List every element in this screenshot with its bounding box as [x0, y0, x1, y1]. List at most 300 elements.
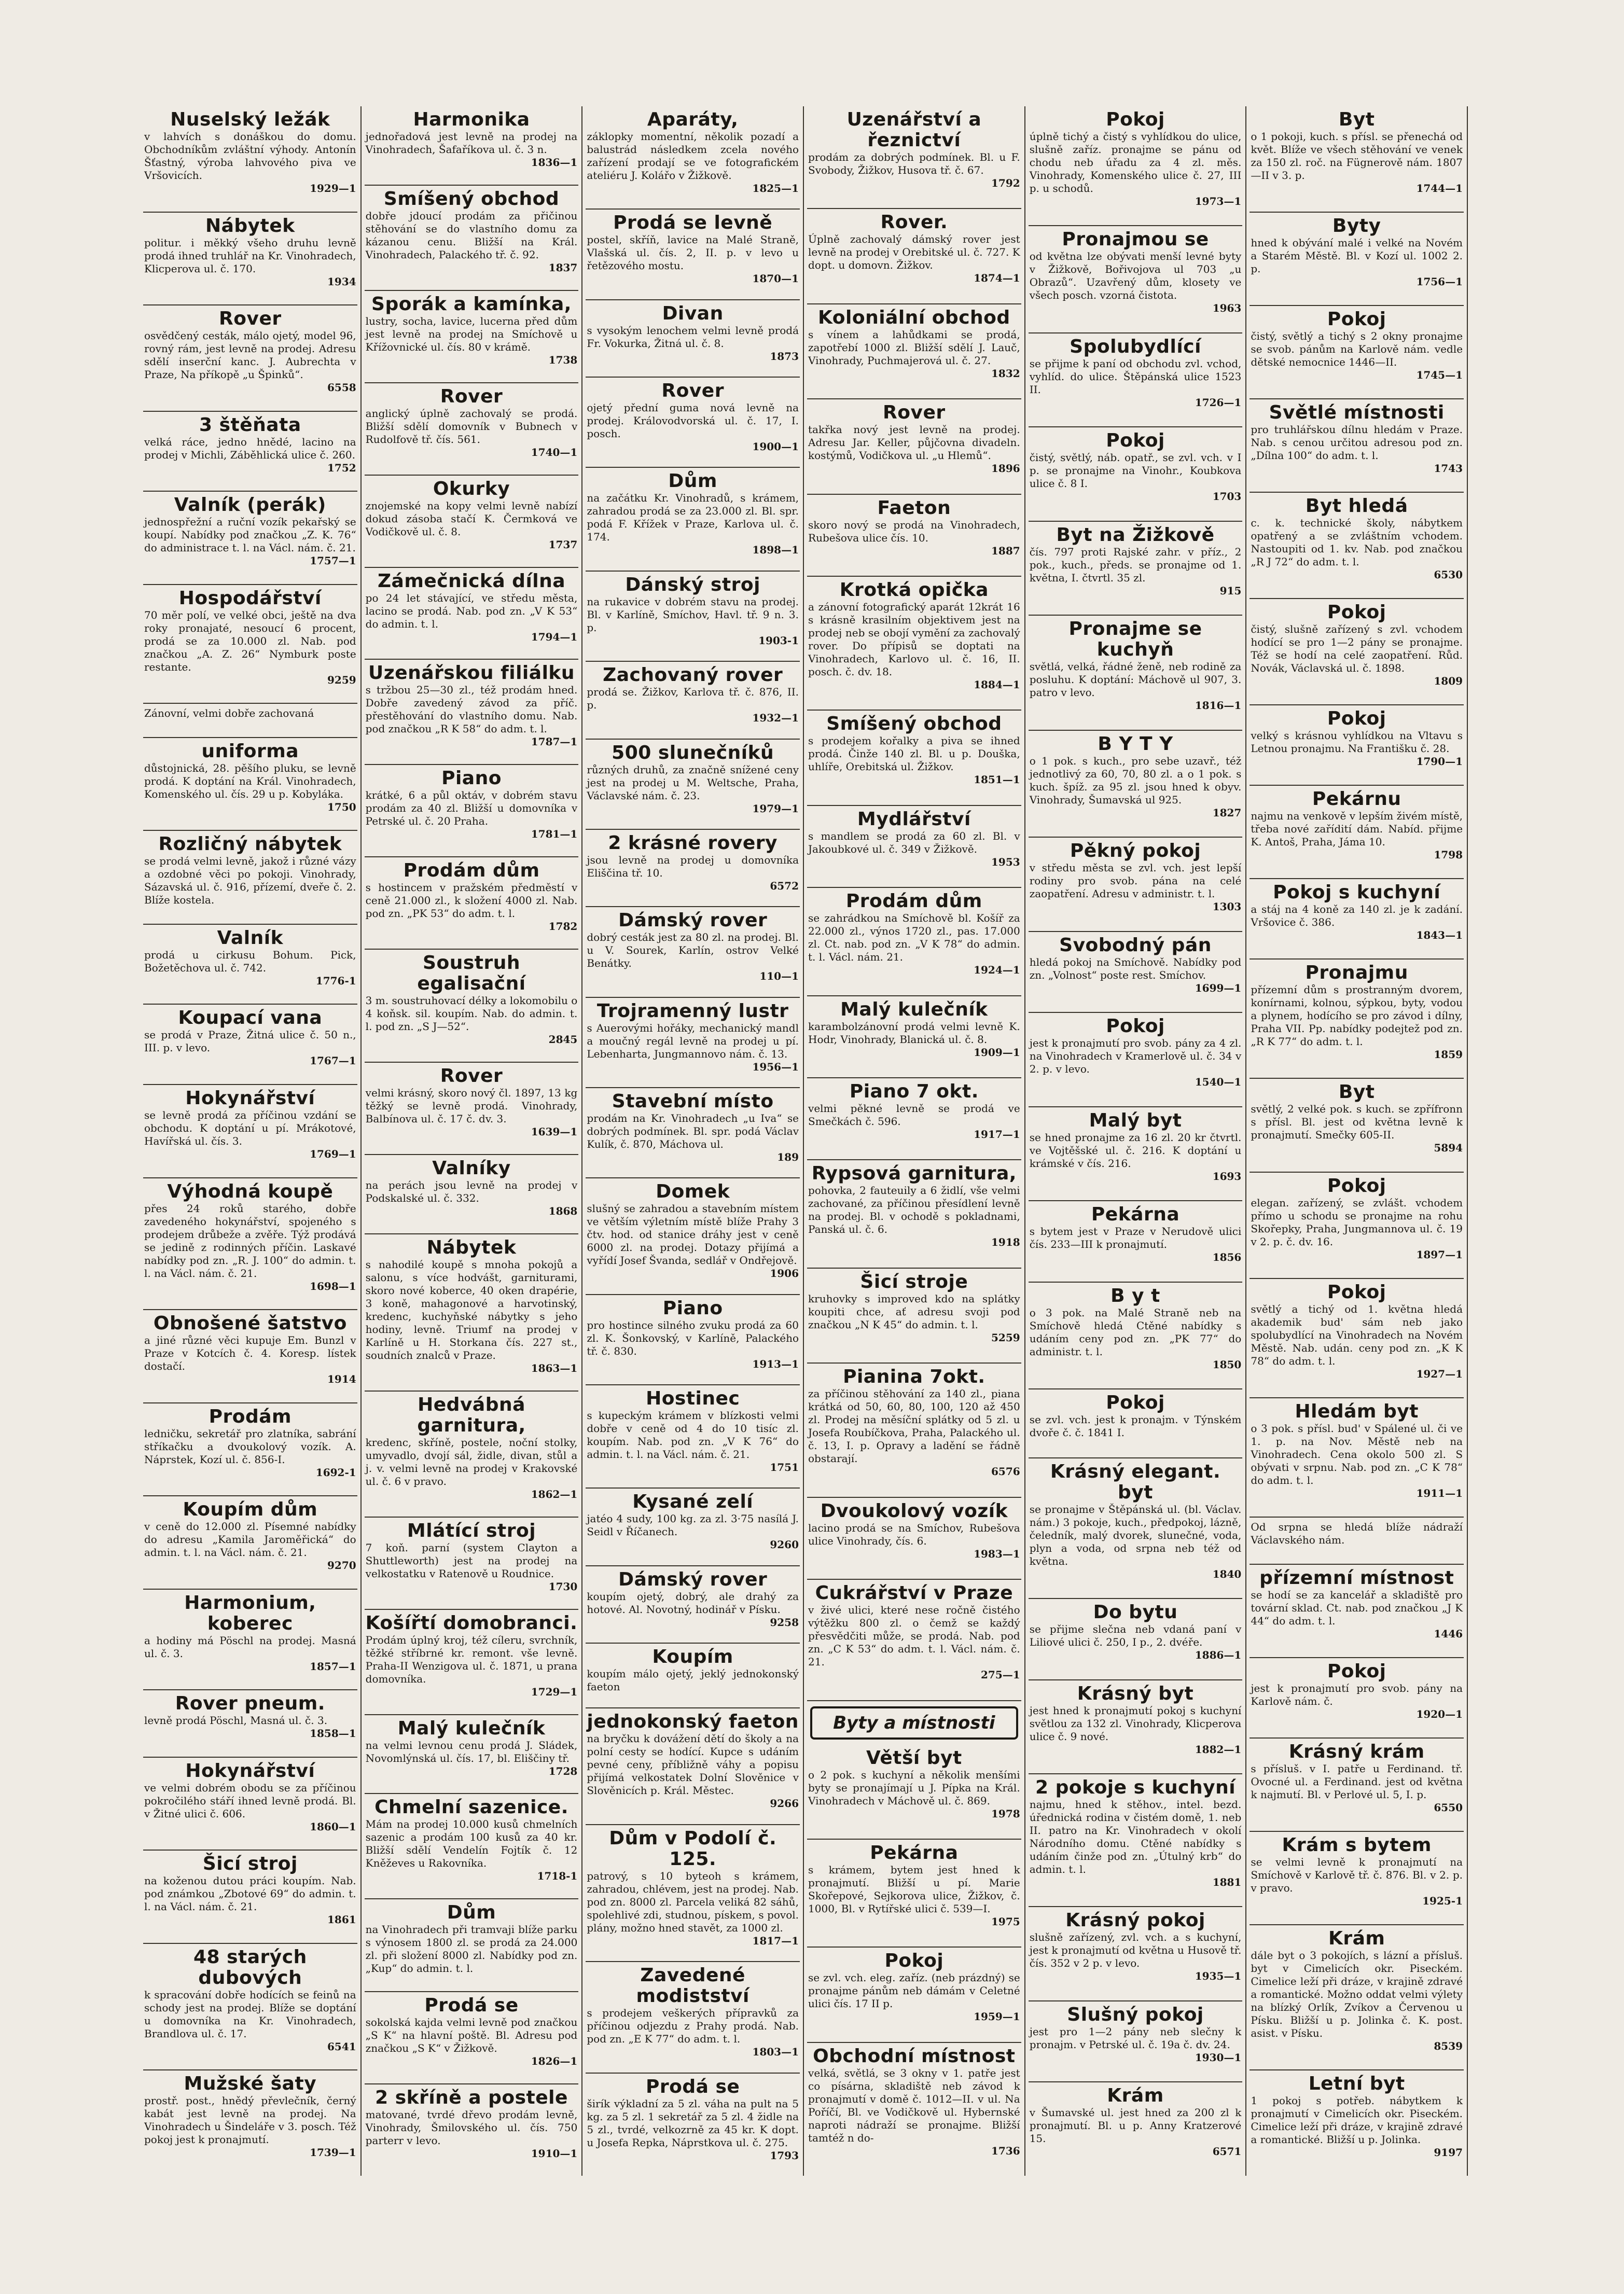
ad-title: Mlátící stroj	[407, 1520, 536, 1541]
ad-title: Malý byt	[1089, 1109, 1182, 1131]
classified-ad	[586, 2074, 800, 2176]
ad-text: a stáj na 4 koně za 140 zl. je k zadání. Vršovice č. 386.	[1251, 903, 1463, 929]
classified-ad	[807, 1078, 1021, 1160]
ad-title: Piano	[662, 1297, 723, 1319]
ad-text: jest k pronajmutí pro svob. pány za 4 zl. na Vinohradech v Kramerlově ul. č. 34 v 2. p. v levo.	[1029, 1037, 1242, 1076]
ad-reference-number: 1851—1	[974, 773, 1020, 786]
ad-title: Krám s bytem	[1282, 1834, 1432, 1856]
ad-title: Pokoj	[1327, 309, 1386, 330]
ad-reference-number: 1935—1	[1195, 1970, 1242, 1983]
ad-text: v lahvích s donáškou do domu. Obchodníkům zvláštní výhody. Antonín Šťastný, výroba lahvového piva ve Vršovicích.	[144, 130, 356, 182]
classified-ad	[365, 1610, 579, 1715]
ad-reference-number: 1736	[991, 2144, 1020, 2157]
classified-ad	[586, 106, 800, 210]
classified-ad	[586, 740, 800, 830]
ad-text: najmu, hned k stěhov., intel. bezd. úřednická rodina v čistém domě, 1. neb II. patro na Kr. Vinohradech v okolí Národního domu. Ctěné nabídky s udáním činže pod zn. „Útulný krb“ do admin. t. l.	[1029, 1798, 1242, 1875]
ad-text: ojetý přední guma nová levně na prodej. Královodvorská ul. č. 17, I. posch.	[587, 401, 799, 440]
ad-reference-number: 6571	[1212, 2145, 1242, 2158]
ad-reference-number: 1803—1	[752, 2046, 799, 2059]
ad-reference-number: 1963	[1212, 302, 1242, 315]
classified-ad	[1029, 838, 1243, 931]
ad-reference-number: 1692-1	[315, 1466, 356, 1479]
classified-ad	[143, 738, 357, 831]
classified-ad	[365, 2084, 579, 2176]
ad-title: Pronajmou se	[1062, 229, 1209, 251]
ad-text: prodá se. Žižkov, Karlova tř. č. 876, II. p.	[587, 686, 799, 712]
classified-ad	[365, 1392, 579, 1518]
classified-ad	[1250, 1518, 1464, 1565]
ad-text: přes 24 roků starého, dobře zavedeného hokynářství, spojeného s prodejem drůbeže a zvěře. Týž prodává se jedině z rodinných příčin. Laskavé nabídky pod zn. „R. J. 100“ do admin. t. l. na Václ. nám. č. 21.	[144, 1202, 356, 1280]
ad-title: Zámečnická dílna	[377, 570, 566, 592]
classified-ad	[143, 585, 357, 704]
ad-text: lustry, socha, lavice, lucerna před dům jest levně na prodej na Smíchově u Křížovnické ul. čís. 80 v krámě.	[365, 314, 578, 353]
ad-title: přízemní místnost	[1259, 1567, 1454, 1589]
classified-ad	[365, 476, 579, 568]
ad-title: B Y T Y	[1098, 733, 1173, 755]
classified-ad	[143, 1310, 357, 1403]
ad-text: pro truhlářskou dílnu hledám v Praze. Nab. s cenou určitou adresou pod zn. „Dílna 100“ do adm. t. l.	[1251, 423, 1463, 462]
ad-title: Domek	[656, 1181, 730, 1203]
ad-reference-number: 6550	[1434, 1801, 1463, 1814]
ad-title: Valník	[217, 927, 284, 949]
classified-ad	[586, 1566, 800, 1644]
ad-text: s vínem a lahůdkami se prodá, zapotřebí 1000 zl. Bližší sdělí J. Lauč, Vinohrady, Puchmajerová ul. č. 27.	[808, 328, 1020, 367]
ad-title: Rover pneum.	[175, 1693, 325, 1715]
ad-title: Uzenářství a řeznictví	[846, 109, 982, 151]
ad-title: Koloniální obchod	[818, 307, 1010, 328]
ad-text: velmi pěkné levně se prodá ve Smečkách č. 596.	[808, 1102, 1020, 1128]
ad-title: Prodám dům	[845, 891, 982, 912]
ad-title: Dánský stroj	[625, 574, 760, 595]
newspaper-page	[140, 106, 1468, 2176]
ad-reference-number: 1739—1	[310, 2146, 356, 2159]
ad-reference-number: 6558	[327, 381, 356, 394]
ad-title: Pokoj s kuchyní	[1273, 882, 1441, 903]
ad-text: o 3 pok. na Malé Straně neb na Smíchově hledá Ctěné nabídky s udáním ceny pod zn. „PK 77“ do administr. t. l.	[1029, 1306, 1242, 1358]
ad-reference-number: 1882—1	[1195, 1743, 1242, 1756]
classified-ad	[1250, 306, 1464, 399]
ad-title: Zachovaný rover	[603, 664, 783, 686]
ad-reference-number: 1751	[770, 1461, 799, 1474]
classified-ad	[807, 106, 1021, 209]
classified-ad	[365, 1715, 579, 1795]
classified-ad	[143, 492, 357, 585]
ad-title: Hospodářství	[178, 587, 322, 609]
ad-text: o 1 pok. s kuch., pro sebe uzavř., též jednotlivý za 60, 70, 80 zl. a o 1 pok. s kuch. špíž. za 95 zl. jsou hned k obyv. Vinohrady, Šumavská ul 925.	[1029, 754, 1242, 806]
ad-reference-number: 9259	[327, 673, 356, 686]
classified-ad	[586, 378, 800, 468]
ad-text: k spracování dobře hodících se feinů na schody jest na prodej. Blíže se doptání u domovníka na Kr. Vinohradech, Brandlova ul. č. 17.	[144, 1988, 356, 2040]
ad-reference-number: 9197	[1434, 2146, 1463, 2159]
ad-reference-number: 1776-1	[315, 974, 356, 987]
classified-ad	[1250, 399, 1464, 493]
ad-column	[1245, 106, 1468, 2176]
ad-text: s hostincem v pražském předměstí v ceně 21.000 zl., k složení 4000 zl. Nab. pod zn. „PK 53“ do adm. t. l.	[365, 881, 578, 920]
ad-title: Pokoj	[1106, 1016, 1165, 1037]
ad-reference-number: 1718-1	[537, 1870, 578, 1883]
ad-reference-number: 6576	[991, 1465, 1020, 1478]
classified-ad	[365, 765, 579, 857]
ad-reference-number: 1782	[548, 920, 578, 933]
classified-ad	[1250, 106, 1464, 213]
ad-text: koupím ojetý, dobrý, ale drahý za hotové. Al. Novotný, hodinář v Písku.	[587, 1590, 799, 1616]
ad-title: Krám	[1328, 1927, 1385, 1949]
ad-reference-number: 1925-1	[1422, 1894, 1463, 1907]
classified-ad	[1029, 106, 1243, 226]
ad-reference-number: 1929—1	[310, 182, 356, 194]
ad-reference-number: 9260	[770, 1538, 799, 1551]
classified-ad	[143, 1944, 357, 2071]
ad-text: na perách jsou levně na prodej v Podskalské ul. č. 332.	[365, 1178, 578, 1204]
classified-ad	[1029, 333, 1243, 427]
classified-ad	[1029, 2082, 1243, 2175]
ad-reference-number: 1913—1	[752, 1357, 799, 1370]
ad-title: Harmonium, koberec	[184, 1592, 316, 1634]
ad-reference-number: 1859	[1434, 1048, 1463, 1061]
classified-ad	[143, 305, 357, 412]
classified-ad	[1029, 226, 1243, 333]
ad-text: prodám za dobrých podmínek. Bl. u F. Svobody, Žižkov, Husova tř. č. 67.	[808, 151, 1020, 176]
ad-title: Výhodná koupě	[167, 1180, 334, 1202]
classified-ad	[586, 468, 800, 571]
ad-text: s krámem, bytem jest hned k pronajmutí. Bližší u pí. Marie Skořepové, Sejkorova ulice, Žižkov, č. 1000, Bl. v Rytířské ulici č. 539—I.	[808, 1863, 1020, 1915]
ad-text: jednospřežní a ruční vozík pekařský se koupí. Nabídky pod značkou „Z. K. 76“ do administrace t. l. na Václ. nám. č. 21.	[144, 516, 356, 554]
ad-reference-number: 1798	[1434, 849, 1463, 861]
ad-text: dále byt o 3 pokojích, s lázní a přísluš. byt v Cimelicích okr. Piseckém. Cimelice leží při dráze, v krajině zdravé a romantické. Možno oddat velmi výlety na blízký Orlík, Zvíkov a Červenou u Písku. Bližší u p. Jolinka č. K. post. asist. v Písku.	[1251, 1949, 1463, 2039]
ad-text: jest pro 1—2 pány neb slečny k pronajm. v Petrské ul. č. 19a č. dv. 24.	[1029, 2025, 1242, 2051]
ad-title: Šicí stroj	[202, 1853, 298, 1875]
ad-title: Prodám dům	[403, 860, 540, 882]
classified-ad	[365, 1992, 579, 2084]
ad-text: důstojnická, 28. pěšího pluku, se levně prodá. K doptání na Král. Vinohradech, Komenského ul. čís. 29 u p. Kobyláka.	[144, 761, 356, 800]
ad-title: Koupací vana	[178, 1007, 323, 1029]
ad-text: osvědčený cesták, málo ojetý, model 96, rovný rám, jest levně na prodej. Adresu sdělí inserční kanc. J. Aubrechta v Praze, Na příkopě „u Špinků“.	[144, 329, 356, 381]
ad-reference-number: 1743	[1434, 462, 1463, 475]
ad-title: Rover	[661, 380, 724, 402]
ad-reference-number: 1978	[991, 1807, 1020, 1820]
ad-text: světlý, 2 velké pok. s kuch. se zpřífronn s přísl. Bl. jest od května levně k pronajmutí. Smečky 605-II.	[1251, 1103, 1463, 1142]
classified-ad	[807, 1364, 1021, 1497]
ad-reference-number: 1837	[548, 261, 578, 274]
ad-reference-number: 1953	[991, 855, 1020, 868]
ad-title: Smíšený obchod	[826, 713, 1002, 735]
ad-reference-number: 1860—1	[310, 1820, 356, 1833]
ad-title: Mužské šaty	[184, 2073, 317, 2095]
ad-text: s vysokým lenochem velmi levně prodá Fr. Vokurka, Žitná ul. č. 8.	[587, 324, 799, 350]
ad-text: za příčinou stěhování za 140 zl., piana krátká od 50, 60, 80, 100, 120 až 450 zl. Prodej na měsíční splátky od 5 zl. u Josefa Roubíčkova, Praha, Palackého ul. č. 13, I. p. Opravy a ladění se řádně obstarají.	[808, 1387, 1020, 1465]
ad-reference-number: 1699—1	[1195, 981, 1242, 994]
ad-text: s bytem jest v Praze v Nerudově ulici čís. 233—III k pronajmutí.	[1029, 1225, 1242, 1251]
ad-title: Smíšený obchod	[383, 188, 560, 210]
ad-text: takřka nový jest levně na prodej. Adresu Jar. Keller, půjčovna divadeln. kostýmů, Vodičkova ul. „u Hlemů“.	[808, 423, 1020, 462]
ad-title: Letní byt	[1308, 2073, 1405, 2094]
ad-reference-number: 1924—1	[974, 964, 1020, 977]
ad-text: velký s krásnou vyhlídkou na Vltavu s Letnou pronajmu. Na Františku č. 28.	[1251, 729, 1463, 755]
ad-text: se zvl. vch. eleg. zaříz. (neb prázdný) se pronajme pánům neb dámám v Celetné ulici čís. 17 II p.	[808, 1971, 1020, 2010]
ad-title: Pěkný pokoj	[1070, 840, 1201, 862]
ad-title: Prodá se levně	[613, 212, 773, 234]
classified-ad	[365, 186, 579, 291]
classified-ad	[586, 662, 800, 739]
ad-text: 7 koň. parní (system Clayton a Shuttleworth) jest na prodej na velkostatku v Ratenově u Roudnice.	[365, 1541, 578, 1580]
ad-title: Rover.	[880, 212, 948, 233]
ad-text: po 24 let stávající, ve středu města, lacino se prodá. Nab. pod zn. „V K 53“ do admin. t. l.	[365, 591, 578, 630]
ad-text: dobrý cesták jest za 80 zl. na prodej. Bl. u V. Sourek, Karlín, ostrov Velké Benátky.	[587, 931, 799, 970]
ad-reference-number: 1781—1	[531, 828, 578, 841]
ad-reference-number: 1983—1	[974, 1547, 1020, 1560]
ad-title: Svobodný pán	[1059, 934, 1212, 956]
classified-ad	[586, 830, 800, 907]
classified-ad	[807, 495, 1021, 577]
classified-ad	[365, 1063, 579, 1155]
ad-text: o 2 pok. s kuchyní a několik menšími byty se pronajímají u J. Pípka na Král. Vinohradech v Máchově ul. č. 869.	[808, 1768, 1020, 1807]
classified-ad	[143, 1085, 357, 1178]
classified-ad	[365, 1155, 579, 1234]
ad-text: čistý, světlý, náb. opatř., se zvl. vch. v I p. se pronajme na Vinohr., Koubkova ulice č. 8 I.	[1029, 451, 1242, 490]
ad-title: Malý kulečník	[397, 1717, 546, 1739]
ad-title: Větší byt	[866, 1747, 962, 1769]
ad-title: Prodá se	[424, 1995, 519, 2017]
ad-reference-number: 1932—1	[752, 712, 799, 725]
ad-title: Slušný pokoj	[1067, 2004, 1204, 2025]
ad-text: na začátku Kr. Vinohradů, s krámem, zahradou prodá se za 23.000 zl. Bl. spr. podá F. Křížek v Praze, Karlova ul. č. 174.	[587, 492, 799, 544]
ad-title: Koupím	[652, 1646, 733, 1668]
ad-title: Hedvábná garnitura,	[417, 1394, 526, 1436]
ad-reference-number: 1792	[991, 177, 1020, 189]
classified-ad	[1029, 932, 1243, 1013]
ad-title: Piano	[441, 768, 502, 789]
ad-text: s přísluš. v I. patře u Ferdinand. tř. Ovocné ul. a Ferdinand. jest od května k najmutí. Bl. v Perlové ul. 5, I. p.	[1251, 1762, 1463, 1801]
classified-ad	[365, 106, 579, 186]
classified-ad	[143, 1690, 357, 1758]
ad-title: Aparáty,	[647, 109, 739, 130]
ad-title: Rypsová garnitura,	[811, 1163, 1017, 1185]
classified-ad	[1250, 1925, 1464, 2070]
ad-text: se velmi levně k pronajmutí na Smíchově v Karlově tř. č. 876. Bl. v 2. p. v pravo.	[1251, 1855, 1463, 1894]
ad-title: Krásný pokoj	[1065, 1910, 1205, 1931]
classified-ad	[586, 1295, 800, 1385]
ad-text: hledá pokoj na Smíchově. Nabídky pod zn. „Volnost“ poste rest. Smíchov.	[1029, 955, 1242, 981]
ad-title: Byt hledá	[1305, 495, 1408, 517]
ad-reference-number: 1887	[991, 544, 1020, 557]
ad-title: Pokoj	[1327, 1281, 1386, 1303]
ad-reference-number: 1973—1	[1195, 195, 1242, 207]
ad-reference-number: 1856	[1212, 1251, 1242, 1264]
ad-text: ledničku, sekretář pro zlatníka, sabrání stříkačku a dvoukolový vozík. A. Náprstek, Kozí ul. č. 856-I.	[144, 1427, 356, 1466]
classified-ad	[1250, 2070, 1464, 2176]
ad-text: v živé ulici, které nese ročně čistého výtěžku 800 zl. o čemž se každý přesvědčiti může, se prodá. Nab. pod zn. „C K 53“ do adm. t. l. Václ. nám. č. 21.	[808, 1604, 1020, 1669]
ad-text: hned k obývání malé i velké na Novém a Starém Městě. Bl. v Kozí ul. 1002 2. p.	[1251, 237, 1463, 275]
ad-reference-number: 1730	[548, 1580, 578, 1593]
classified-ad	[1250, 213, 1464, 306]
ad-text: se prodá v Praze, Žitná ulice č. 50 n., III. p. v levo.	[144, 1028, 356, 1054]
ad-text: 1 pokoj s potřeb. nábytkem k pronajmutí v Cimelicích okr. Piseckém. Cimelice leží při dráze, v krajině zdravé a romantické. Bližší u p. Jolinka.	[1251, 2094, 1463, 2146]
classified-ad	[1250, 1565, 1464, 1658]
classified-ad	[1029, 522, 1243, 616]
ad-text: s prodejem veškerých přípravků za příčinou odjezdu z Prahy prodá. Nab. pod zn. „E K 77“ do adm. t. l.	[587, 2007, 799, 2046]
ad-text: slušný se zahradou a stavebním místem ve větším výletním místě blíže Prahy 3 čtv. hod. od stanice dráhy jest v ceně 6000 zl. na prodej. Dotazy přijímá a vyřídí Josef Švanda, sedlář v Ondřejově.	[587, 1202, 799, 1267]
ad-title: Krásný elegant. byt	[1050, 1461, 1221, 1503]
ad-title: Pokoj	[1106, 430, 1165, 452]
ad-reference-number: 1540—1	[1195, 1076, 1242, 1089]
ad-text: v ceně do 12.000 zl. Písemné nabídky do adresu „Kamila Jaroměřická“ do admin. t. l. na Václ. nám. č. 21.	[144, 1520, 356, 1559]
ad-text: jednořadová jest levně na prodej na Vinohradech, Šafaříkova ul. č. 3 n.	[365, 130, 578, 156]
ad-reference-number: 1918	[991, 1236, 1020, 1249]
ad-text: koupím málo ojetý, jeklý jednokonský faeton	[587, 1667, 799, 1693]
ad-title: Byt	[1338, 1081, 1375, 1103]
ad-text: se hned pronajme za 16 zl. 20 kr čtvrtl. ve Vojtěšské ul. č. 216. K doptání u krámské v čís. 216.	[1029, 1131, 1242, 1170]
ad-reference-number: 1737	[548, 538, 578, 551]
classified-ad	[1029, 1389, 1243, 1458]
ad-column	[581, 106, 803, 2176]
ad-text: Úplně zachovalý dámský rover jest levně na prodej v Orebitské ul. č. 727. K dopt. u domovn. Žižkov.	[808, 233, 1020, 272]
ad-title: Rover	[440, 1065, 503, 1087]
ad-title: Uzenářskou filiálku	[368, 662, 575, 684]
ad-title: Spolubydlící	[1070, 336, 1201, 357]
ad-text: na Vinohradech při tramvaji blíže parku s výnosem 1800 zl. se prodá za 24.000 zl. při složení 8000 zl. Nabídky pod zn. „Kup“ do admin. t. l.	[365, 1923, 578, 1975]
ad-text: velká ráce, jedno hnědé, lacino na prodej v Michli, Záběhlická ulice č. 260.	[144, 435, 356, 461]
ad-text: skoro nový se prodá na Vinohradech, Rubešova ulice čís. 10.	[808, 518, 1020, 544]
ad-title: Byt	[1338, 109, 1375, 130]
ad-title: 2 krásné rovery	[608, 832, 778, 854]
ad-reference-number: 1825—1	[752, 182, 799, 194]
ad-text: dobře jdoucí prodám za přičinou stěhování se do vlastního domu za kázanou cenu. Bližší na Král. Vinohradech, Palackého tř. č. 92.	[365, 209, 578, 261]
ad-text: s nahodilé koupě s mnoha pokojů a salonu, s více hodvášt, garniturami, skoro nové koberce, 40 oken drapérie, 3 koně, mahagonové a harvotinský, kredenc, kuchyňské nábytky s jeho hodiny, levně. Triumf na prodej v Karlíně u H. Storkana čís. 227 st., soudních znalců v Praze.	[365, 1258, 578, 1361]
ad-title: Soustruh egalisační	[417, 952, 526, 995]
classified-ad	[1029, 731, 1243, 838]
ad-title: Hokynářství	[185, 1760, 315, 1782]
ad-title: Světlé místnosti	[1269, 402, 1445, 424]
ad-reference-number: 1906	[770, 1267, 799, 1280]
ad-title: Zavedené modistství	[636, 1965, 749, 2007]
classified-ad	[365, 1518, 579, 1610]
classified-ad	[1029, 1907, 1243, 2001]
ad-text: širík výkladní za 5 zl. váha na pult na 5 kg. za 5 zl. 1 sekretář za 5 zl. 4 židle na 5 zl., tvrdé, velkozrně za 45 kr. K dopt. u Josefa Repka, Náprstkova ul. č. 275.	[587, 2097, 799, 2149]
ad-reference-number: 1756—1	[1416, 275, 1463, 288]
ad-text: a zánovní fotografický aparát 12krát 16 s krásně krasilním objektivem jest na prodej neb se obojí vymění za zachovalý rover. Do přípisů se doptati na Vinohradech, Karlovo ul. č. 16, II. posch. č. dv. 18.	[808, 601, 1020, 678]
classified-ad	[807, 996, 1021, 1078]
classified-ad	[1250, 960, 1464, 1079]
ad-title: Hledám byt	[1295, 1400, 1419, 1422]
ad-text: ve velmi dobrém obodu se za příčinou pokročilého stáří ihned levně prodá. Bl. v Žitné ulici č. 606.	[144, 1781, 356, 1820]
ad-text: anglický úplně zachovalý se prodá. Bližší sdělí domovník v Bubnech v Rudolfově tř. čís. 561.	[365, 407, 578, 446]
ad-title: Dvoukolový vozík	[820, 1500, 1008, 1522]
ad-text: pohovka, 2 fauteuily a 6 židlí, vše velmi zachované, za příčinou přesídlení levně na prodej. Bl. v ochodě s pokladnami, Panská ul. č. 6.	[808, 1184, 1020, 1236]
ad-text: politur. i měkký všeho druhu levně prodá ihned truhlář na Kr. Vinohradech, Klicperova ul. č. 170.	[144, 236, 356, 275]
classified-ad	[1250, 599, 1464, 705]
ad-text: světlý a tichý od 1. května hledá akademik bud' sám neb jako spolubydlící na Vinohradech na Novém Městě. Nab. udán. ceny pod zn. „K K 78“ do adm. t. l.	[1251, 1302, 1463, 1367]
ad-reference-number: 1840	[1212, 1567, 1242, 1580]
ad-title: 2 skříně a postele	[375, 2087, 568, 2109]
ad-title: Obchodní místnost	[813, 2045, 1016, 2067]
ad-reference-number: 1767—1	[310, 1054, 356, 1067]
ad-text: prostř. post., hnědý převlečník, černý kabát jest levně na prodej. Na Vinohradech u Šindeláře v 3. posch. Též pokoj jest k pronajmutí.	[144, 2094, 356, 2146]
ad-title: Sporák a kamínka,	[371, 293, 572, 315]
ad-reference-number: 1930—1	[1195, 2051, 1242, 2064]
classified-ad	[143, 2070, 357, 2176]
classified-ad	[143, 831, 357, 925]
classified-ad	[586, 572, 800, 662]
ad-reference-number: 1900—1	[752, 440, 799, 453]
ad-title: Stavební místo	[612, 1090, 774, 1112]
ad-reference-number: 1917—1	[974, 1128, 1020, 1141]
ad-text: velmi krásný, skoro nový čl. 1897, 13 kg těžký se levně prodá. Vinohrady, Balbínova ul. č. 17 č. dv. 3.	[365, 1087, 578, 1125]
classified-ad	[143, 213, 357, 306]
ad-reference-number: 275—1	[981, 1669, 1020, 1681]
classified-ad	[143, 1496, 357, 1590]
ad-title: Koupím dům	[183, 1499, 318, 1521]
ad-reference-number: 1794—1	[531, 630, 578, 643]
classified-ad	[807, 577, 1021, 711]
ad-text: velká, světlá, se 3 okny v 1. patře jest co písárna, skladiště neb závod k pronajmutí v domě č. 1012—II. v ul. Na Poříčí, Bl. ve Vodičkově ul. Hybernské naproti nádraží se pronajme. Bližší tamtéž n do-	[808, 2066, 1020, 2144]
ad-text: s tržbou 25—30 zl., též prodám hned. Dobře zavedený závod za příč. přestěhování do vlastního domu. Nab. pod značkou „R K 58“ do adm. t. l.	[365, 684, 578, 735]
ad-title: Faeton	[877, 497, 951, 519]
ad-reference-number: 1979—1	[752, 802, 799, 815]
ad-text: s mandlem se prodá za 60 zl. Bl. v Jakoubkové ul. č. 349 v Žižkově.	[808, 829, 1020, 855]
ad-title: Valník (perák)	[174, 494, 326, 516]
ad-text: kruhovky s improved kdo na splátky koupiti chce, ať adresu svoji pod značkou „N K 45“ do admin. t. l.	[808, 1292, 1020, 1331]
classified-ad	[143, 925, 357, 1005]
ad-title: Dámský rover	[618, 1568, 768, 1590]
ad-text: patrový, s 10 byteoh s krámem, zahradou, chlévem, jest na prodej. Nab. pod zn. 8000 zl. Parcela veliká 82 sáhů, spolehlivé zdi, studnou, pískem, s povol. plány, možno hned stavět, za 1000 zl.	[587, 1869, 799, 1934]
classified-ad	[807, 1498, 1021, 1580]
ad-reference-number: 1857—1	[310, 1660, 356, 1673]
ad-text: prodá u cirkusu Bohum. Pick, Božetěchova ul. č. 742.	[144, 948, 356, 974]
ad-text: krátké, 6 a půl oktáv, v dobrém stavu prodám za 40 zl. Bližší u domovníka v Petrské ul. č. 20 Praha.	[365, 789, 578, 828]
ad-title: Pokoj	[1327, 1175, 1386, 1197]
ad-text: Mám na prodej 10.000 kusů chmelních sazenic a prodám 100 kusů za 40 kr. Bližší sdělí Vendelín Fojtík č. 12 Kněževes u Rakovníka.	[365, 1818, 578, 1870]
ad-reference-number: 1920—1	[1416, 1707, 1463, 1720]
ad-text: různých druhů, za značně snížené ceny jest na prodej u M. Weltsche, Praha, Václavské nám. č. 23.	[587, 763, 799, 802]
ad-text: se hodí se za kancelář a skladiště pro tovární sklad. Ct. nab. pod značkou „J K 44“ do adm. t. l.	[1251, 1588, 1463, 1627]
ad-text: prodám na Kr. Vinohradech „u Iva“ se dobrých podmínek. Bl. spr. podá Václav Kulík, č. 870, Máchova ul.	[587, 1111, 799, 1150]
ad-title: Krotká opička	[839, 579, 989, 601]
classified-ad	[807, 711, 1021, 805]
classified-ad	[365, 291, 579, 383]
ad-reference-number: 1870—1	[752, 272, 799, 285]
classified-ad	[143, 1851, 357, 1944]
ad-title: Divan	[662, 302, 724, 324]
classified-ad	[807, 2043, 1021, 2176]
ad-column	[140, 106, 360, 2176]
ad-title: Byty	[1332, 215, 1381, 237]
classified-ad	[807, 1745, 1021, 1840]
classified-ad	[1029, 1680, 1243, 1774]
ad-title: Okurky	[433, 478, 510, 499]
ad-title: Rozličný nábytek	[158, 833, 342, 855]
ad-text: úplně tichý a čistý s vyhlídkou do ulice, slušně zaříz. pronajme se pánu od chodu neb úřadu za 4 zl. měs. Vinohrady, Komenského ulice č. 27, III p. u schodů.	[1029, 130, 1242, 194]
ad-reference-number: 1303	[1212, 900, 1242, 913]
ad-text: Prodám úplný kroj, též cíleru, svrchník, těžké stříbrné kr. remont. vše levně. Praha-II Wenzigova ul. č. 1871, u prana domovníka.	[365, 1633, 578, 1685]
ad-column	[1024, 106, 1246, 2176]
classified-ad	[586, 1088, 800, 1178]
ad-reference-number: 1703	[1212, 490, 1242, 503]
ad-title: Nuselský ležák	[170, 109, 330, 130]
classified-ad	[1250, 1739, 1464, 1832]
ad-text: levně prodá Pöschl, Masná ul. č. 3.	[144, 1714, 328, 1727]
ad-title: Dámský rover	[618, 910, 768, 931]
ad-title: Dům	[668, 470, 717, 492]
ad-reference-number: 1726—1	[1195, 396, 1242, 409]
ad-text: v Šumavské ul. jest hned za 200 zl k pronajmutí. Bl. u p. Anny Kratzerové 15.	[1029, 2106, 1242, 2145]
ad-title: Krám	[1107, 2085, 1164, 2107]
classified-ad	[143, 1178, 357, 1311]
ad-text: c. k. technické školy, nábytkem opatřený a se zvláštním vchodem. Nastoupiti od 1. kv. Nab. pod značkou „R J 72“ do adm. t. l.	[1251, 517, 1463, 568]
ad-title: Pokoj	[1106, 1392, 1165, 1414]
ad-title: Pronajmu	[1305, 962, 1408, 984]
ad-title: Prodá se	[646, 2076, 740, 2097]
classified-ad	[143, 1590, 357, 1691]
